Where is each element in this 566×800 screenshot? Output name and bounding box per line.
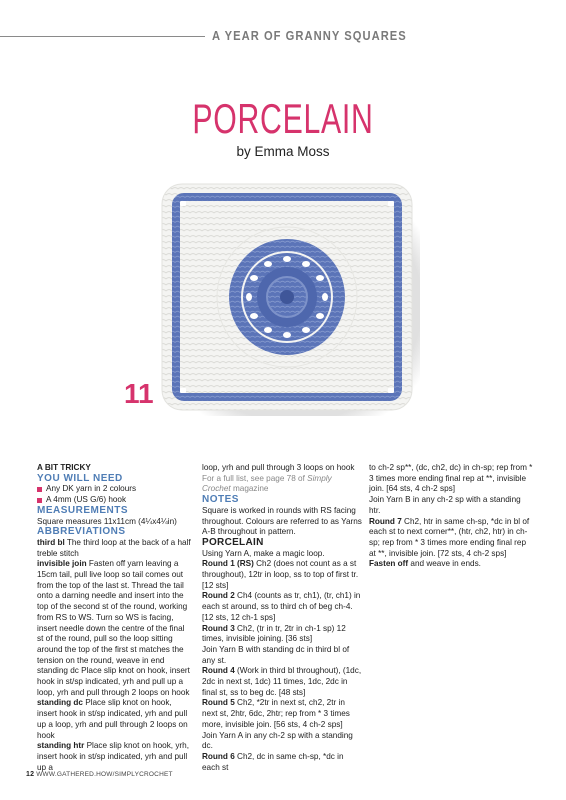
page-number: 12 (26, 771, 35, 778)
pattern-round: Round 1 (RS) Ch2 (does not count as a st throughout), 12tr in loop, ss to top of first tr. [12 sts] (202, 559, 359, 590)
column-2 (202, 463, 362, 773)
need-item: Any DK yarn in 2 colours (37, 484, 192, 495)
bullet-square-icon (37, 487, 42, 492)
pattern-round: Round 5 Ch2, *2tr in next st, ch2, 2tr in next st, 2htr, 6dc, 2htr; rep from * 3 times more, invisible join. [56 sts, 4 ch-2 sps] (202, 698, 350, 729)
pattern-round: Round 2 Ch4 (counts as tr, ch1), (tr, ch1) in each st around, ss to third ch of beg ch-4. [12 sts, 12 ch-1 sps] (202, 591, 361, 622)
difficulty-label: A BIT TRICKY (37, 463, 91, 472)
series-title: A YEAR OF GRANNY SQUARES (212, 28, 407, 43)
pattern-step: Join Yarn B with standing dc in third bl of any st. (202, 644, 350, 665)
you-will-need-heading: YOU WILL NEED (37, 472, 123, 484)
pattern-step: Join Yarn A in any ch-2 sp with a standing dc. (202, 730, 353, 751)
measurements-heading: MEASUREMENTS (37, 504, 129, 516)
footer-url: WWW.GATHERED.HOW/SIMPLYCROCHET (36, 771, 173, 778)
bullet-square-icon (37, 498, 42, 503)
abbreviation-entry: standing dc Place slip knot on hook, insert hook in st/sp indicated, yrh and pull up a loop, yrh and pull through 2 loops on hook (37, 698, 188, 740)
measurements-text: Square measures 11x11cm (4¼x4¼in) (37, 516, 177, 526)
abbreviations-heading: ABBREVIATIONS (37, 526, 126, 538)
notes-heading: NOTES (202, 494, 239, 506)
page-footer (26, 771, 173, 778)
pattern-title: PORCELAIN (192, 95, 374, 142)
abbreviation-entry: invisible join Fasten off yarn leaving a 15cm tail, pull live loop so tail comes out from the top of the last st. Thread the tail onto a darning needle and insert into the top of the second st of the round, working from RS to WS. Turn so WS is facing, insert needle down the centre of the final st of the round, pull so the loop sitting around the top of the first st matches the tension on the round, weave in end (37, 559, 188, 665)
pattern-round: Round 3 Ch2, (tr in tr, 2tr in ch-1 sp) 12 times, invisible joining. [36 sts] (202, 623, 346, 644)
abbreviation-entry: standing dc Place slip knot on hook, insert hook in st/sp indicated, yrh and pull up a loop, yrh and pull through 2 loops on hook (37, 666, 190, 697)
continued-text: to ch-2 sp**, (dc, ch2, dc) in ch-sp; rep from * 3 times more ending final rep at **, invisible join. [64 sts, 4 ch-2 sps] (369, 463, 533, 494)
abbreviation-entry: third bl The third loop at the back of a half treble stitch (37, 537, 191, 558)
square-number: 11 (124, 378, 154, 409)
pattern-finish: Fasten off and weave in ends. (369, 559, 481, 569)
byline: by Emma Moss (236, 144, 330, 159)
header-rule (0, 36, 205, 37)
notes-text: Square is worked in rounds with RS facing throughout. Colours are referred to as Yarns A-B throughout in pattern. (202, 505, 362, 537)
pattern-round: Round 7 Ch2, htr in same ch-sp, *dc in bl of each st to next corner**, (htr, ch2, htr) in ch-sp; rep from * 3 times more ending final rep at **, invisible join. [72 sts, 4 ch-2 sps] (369, 516, 530, 558)
granny-square-photo (160, 180, 422, 416)
page-header (0, 22, 566, 52)
column-3 (369, 463, 534, 570)
pattern-heading: PORCELAIN (202, 536, 264, 548)
full-list-note: For a full list, see page 78 of Simply Crochet magazine (202, 473, 332, 494)
column-1 (37, 463, 192, 773)
continued-text: loop, yrh and pull through 3 loops on hook (202, 463, 355, 472)
pattern-step: Using Yarn A, make a magic loop. (202, 548, 325, 558)
pattern-round: Round 4 (Work in third bl throughout), (1dc, 2dc in next st, 1dc) 11 times, 1dc, 2dc in final st, ss to beg dc. [48 sts] (202, 666, 362, 697)
pattern-round: Round 6 Ch2, dc in same ch-sp, *dc in each st (202, 751, 344, 772)
pattern-step: Join Yarn B in any ch-2 sp with a standing htr. (369, 495, 521, 515)
abbreviation-entry: standing htr Place slip knot on hook, yrh, insert hook in st/sp indicated, yrh and pull up a (37, 741, 189, 772)
need-item: A 4mm (US G/6) hook (37, 495, 192, 506)
